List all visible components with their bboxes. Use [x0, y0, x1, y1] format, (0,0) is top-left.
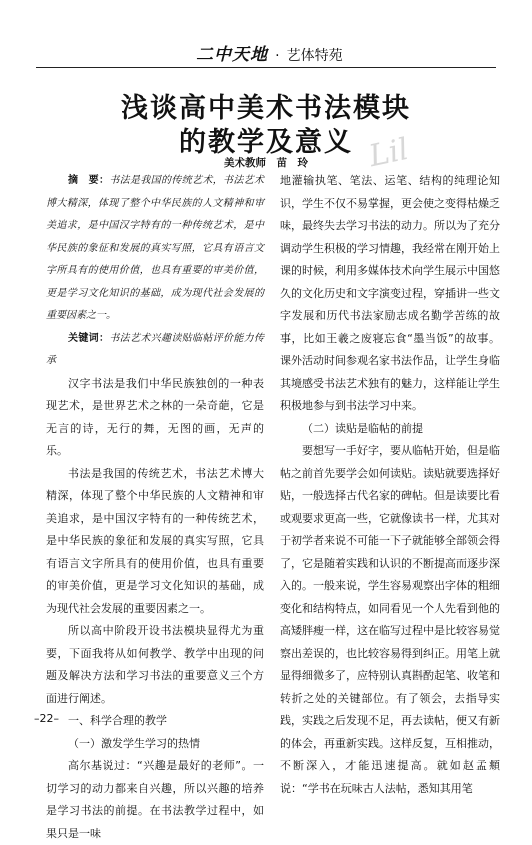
right-column [280, 170, 500, 795]
article-title-line-1: 浅谈高中美术书法模块 [121, 93, 411, 124]
subsection-heading: （二）读贴是临帖的前提 [302, 421, 423, 435]
abstract-label: 摘 要： [68, 175, 110, 186]
author-line: 美术教师 苗 玲 [224, 157, 308, 169]
journal-brand: 二中天地 [196, 45, 268, 65]
running-header [196, 40, 396, 66]
paragraph: 地灌输执笔、笔法、运笔、结构的纯理论知识，学生不仅不易掌握，更会使之变得枯燥乏味，最终失去学习书法的动力。所以为了充分调动学生积极的学习情趣，我经常在刚开始上课的时候，利用多媒体技术向学生展示中国悠久的文化历史和文字演变过程，穿插讲一些文字发展和历代书法家励志成名勤学苦练的故事，比如王羲之废寝忘食“墨当饭”的故事。课外活动时间参观名家书法作品，让学生身临其境感受书法艺术独有的魅力，这样能让学生积极地参与到书法学习中来。 [280, 174, 500, 412]
header-separator: · [275, 48, 280, 64]
keywords [46, 328, 264, 373]
paragraph: 要想写一手好字，要从临帖开始，但是临帖之前首先要学会如何读贴。读贴就要选择好贴，一般选择古代名家的碑帖。但是读要比看或观要求更高一些，它就像读书一样，尤其对于初学者来说不可能一下子就能够全部领会得了，它是随着实践和认识的不断提高而逐步深入的。一般来说，学生容易观察出字体的粗细变化和结构特点，如同看见一个人先看到他的高矮胖瘦一样，这在临写过程中是比较容易觉察出差误的，也比较容易得到纠正。用笔上就显得细微多了，应特别认真斟酌起笔、收笔和转折之处的关键部位。有了领会，去指导实践，实践之后发现不足，再去读帖，便又有新的体会，再重新实践。这样反复，互相推动，不断深入，才能迅速提高。就如赵孟頫说：“学书在玩味古人法帖，悉知其用笔 [280, 444, 500, 795]
paragraph: 所以高中阶段开设书法模块显得尤为重要，下面我将从如何教学、教学中出现的问题及解决方法和学习书法的重要意义三个方面进行阐述。 [46, 624, 264, 705]
subsection-heading: （一）激发学生学习的热情 [68, 736, 200, 750]
keywords-text: 书法艺术兴趣读贴临帖评价能力传承 [46, 332, 265, 366]
abstract-text: 书法是我国的传统艺术，书法艺术博大精深，体现了整个中华民族的人文精神和审美追求，是中国汉字特有的一种传统艺术，是中华民族的象征和发展的真实写照，它具有语言文字所具有的使用价值，也具有重要的审美价值，更是学习文化知识的基础，成为现代社会发展的重要因素之一。 [46, 175, 265, 321]
article-title-line-2: 的教学及意义 [179, 127, 353, 158]
header-rule [36, 67, 496, 68]
page-number: –22– [34, 712, 59, 725]
paragraph: 汉字书法是我们中华民族独创的一种表现艺术，是世界艺术之林的一朵奇葩，它是无言的诗，无行的舞，无图的画，无声的乐。 [46, 376, 264, 457]
keywords-label: 关键词： [68, 332, 110, 344]
decorative-watermark: Lil [366, 131, 412, 175]
paragraph: 书法是我国的传统艺术，书法艺术博大精深，体现了整个中华民族的人文精神和审美追求，是中国汉字特有的一种传统艺术，是中华民族的象征和发展的真实写照，它具有语言文字所具有的使用价值，也具有重要的审美价值，更是学习文化知识的基础，成为现代社会发展的重要因素之一。 [46, 466, 264, 615]
section-name: 艺体特苑 [286, 48, 343, 64]
paragraph: 高尔基说过：“兴趣是最好的老师”。一切学习的动力都来自兴趣，所以兴趣的培养是学习书法的前提。在书法教学过程中，如果只是一味 [46, 759, 264, 840]
abstract [46, 170, 264, 328]
section-heading: 一、科学合理的教学 [68, 714, 167, 727]
